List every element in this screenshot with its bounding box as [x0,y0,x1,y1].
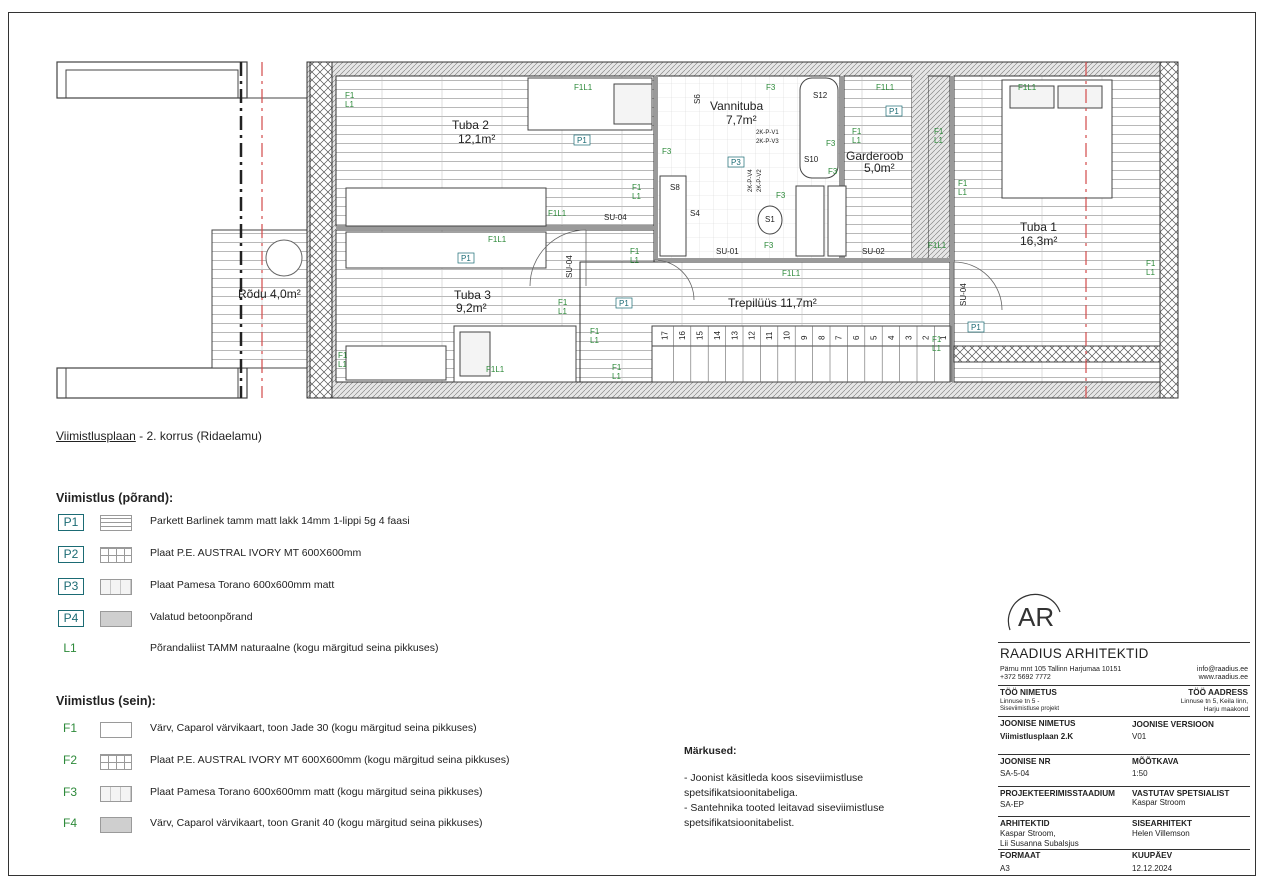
wall-tag: F3 [766,83,776,92]
floor-tag: P1 [889,107,899,116]
wall-tag: F1 [345,91,355,100]
stair-step-number: 2 [921,335,931,340]
door-tag: SU-04 [565,255,574,278]
legend-text: Värv, Caparol värvikaart, toon Granit 40 (kogu märgitud seina pikkuses) [150,817,483,829]
valve-tag: 2K-P-V4 [748,169,754,192]
drawing-name-label: JOONISE NIMETUS [1000,719,1076,728]
note-line: spetsifikatsioonitabelist. [684,817,795,829]
room-area: 5,0m² [864,161,895,175]
work-name-2: Siseviimistluse projekt [1000,706,1060,712]
door-tag: SU-04 [604,213,627,222]
fixture-tag: S4 [690,209,700,218]
date-label: KUUPÄEV [1132,851,1173,860]
legend-swatch [100,722,132,738]
legend-code: F2 [62,753,77,767]
drawing-title-main: Viimistlusplaan [56,429,136,443]
wall-tag: F3 [826,139,836,148]
wall-tag: F1L1 [574,83,593,92]
wall-tag: F3 [764,241,774,250]
legend-row [56,641,616,659]
room-area: 12,1m² [458,132,496,146]
work-address-label: TÖÖ AADRESS [1188,688,1248,697]
stair-step-number: 15 [695,331,705,340]
wall-tag: F1 [932,335,942,344]
fixture-tag: S1 [765,215,775,224]
notes [684,744,884,831]
valve-tag: 2K-P-V1 [756,130,779,136]
drawing-title [56,429,262,443]
floor-tag: P1 [577,136,587,145]
wall-tag: F1L1 [876,83,895,92]
room-name: Tuba 3 [454,288,491,302]
note-line: spetsifikatsioonitabeliga. [684,787,798,799]
stair-step-number: 8 [817,335,827,340]
wall-tag: L1 [1146,268,1155,277]
legend-text: Parkett Barlinek tamm matt lakk 14mm 1-lippi 5g 4 faasi [150,515,410,527]
stage: SA-EP [1000,800,1025,809]
note-line: - Santehnika tooted leitavad siseviimistluse [684,802,885,814]
work-address-1: Linnuse tn 5, Keila linn, [1180,698,1248,705]
firm-logo [1002,590,1064,638]
wall-tag: F1L1 [548,209,567,218]
firm-name: RAADIUS ARHITEKTID [1000,646,1149,661]
wall-tag: F3 [662,147,672,156]
floor-tag: P1 [619,299,629,308]
wall-tag: F1 [934,127,944,136]
valve-tag: 2K-P-V3 [756,139,779,145]
legend-code: L1 [63,641,77,655]
note-line: - Joonist käsitleda koos siseviimistluse [684,772,864,784]
interior-architect: Helen Villemson [1132,829,1190,838]
wall-tag: F3 [776,191,786,200]
work-name-1: Linnuse tn 5 - [1000,698,1040,705]
stage-label: PROJEKTEERIMISSTAADIUM [1000,789,1115,798]
wall-tag: F1L1 [1018,83,1037,92]
drawing-no-label: JOONISE NR [1000,757,1051,766]
legend-swatch [100,611,132,627]
drawing-version: V01 [1132,732,1147,741]
wall-tag: F1L1 [782,269,801,278]
scale: 1:50 [1132,769,1148,778]
wall-tag: F1 [1146,259,1156,268]
legend-row [56,546,616,564]
legend-code: P2 [58,546,84,563]
specialist-label: VASTUTAV SPETSIALIST [1132,789,1230,798]
wall-tag: F1L1 [486,365,505,374]
firm-phone: +372 5692 7772 [1000,674,1051,681]
scale-label: MÕÕTKAVA [1132,757,1179,766]
floor-tag: P3 [731,158,741,167]
title-block [998,590,1250,876]
legend-code: P4 [58,610,84,627]
legend-row [56,578,616,596]
door-tag: SU-02 [862,247,885,256]
architect-1: Kaspar Stroom, [1000,829,1056,838]
drawing-version-label: JOONISE VERSIOON [1132,720,1214,729]
stair-step-number: 16 [678,331,688,340]
stair-step-number: 17 [660,331,670,340]
notes-heading: Märkused: [684,745,737,757]
format: A3 [1000,864,1010,873]
wall-tag: F1 [338,351,348,360]
legend-row [56,785,616,803]
floor-tag: P1 [461,254,471,263]
wall-legend-heading: Viimistlus (sein): [56,694,156,708]
legend-swatch [100,547,132,563]
floor-legend-heading: Viimistlus (põrand): [56,491,174,505]
wall-tag: F1 [852,127,862,136]
legend-swatch [100,817,132,833]
wall-tag: L1 [632,192,641,201]
stair-step-number: 3 [904,335,914,340]
door-tag: SU-01 [716,247,739,256]
legend-row [56,816,616,834]
wall-tag: L1 [932,344,941,353]
door-tag: SU-04 [959,283,968,306]
legend-text: Plaat P.E. AUSTRAL IVORY MT 600X600mm [150,547,362,559]
room-name: Vannituba [710,99,764,113]
architect-2: Lii Susanna Subalsjus [1000,839,1079,848]
stair-step-number: 1 [939,335,949,340]
format-label: FORMAAT [1000,851,1041,860]
fixture-tag: S12 [813,91,828,100]
legend-row [56,610,616,628]
legend-swatch [100,786,132,802]
wall-tag: L1 [630,256,639,265]
stair-step-number: 9 [799,335,809,340]
legend-swatch [100,754,132,770]
stair-step-number: 10 [782,331,792,340]
legend-text: Värv, Caparol värvikaart, toon Jade 30 (kogu märgitud seina pikkuses) [150,722,477,734]
work-address-2: Harju maakond [1203,706,1248,713]
stair-step-number: 6 [852,335,862,340]
drawing-no: SA-5-04 [1000,769,1030,778]
fixture-tag: S8 [670,183,680,192]
legend-text: Valatud betoonpõrand [150,611,253,623]
architect-label: ARHITEKTID [1000,819,1050,828]
legend-code: F4 [62,816,77,830]
drawing-name: Viimistlusplaan 2.K [1000,732,1074,741]
wall-tag: L1 [852,136,861,145]
room-name: Garderoob [846,149,904,163]
legend-text: Plaat P.E. AUSTRAL IVORY MT 600X600mm (kogu märgitud seina pikkuses) [150,754,510,766]
stair-step-number: 4 [886,335,896,340]
legend-row [56,514,616,532]
firm-address: Pärnu mnt 105 Tallinn Harjumaa 10151 [1000,666,1122,673]
room-area: 9,2m² [456,301,487,315]
wall-tag: F1 [558,298,568,307]
legend-code: F1 [62,721,77,735]
stair-step-number: 7 [834,335,844,340]
stair-step-number: 12 [747,331,757,340]
room-name: Tuba 1 [1020,220,1057,234]
legend-code: F3 [62,785,77,799]
work-name-label: TÖÖ NIMETUS [1000,688,1057,697]
legend-row [56,721,616,739]
wall-tag: F3 [828,167,838,176]
wall-tag: F1 [612,363,622,372]
wall-tag: F1 [630,247,640,256]
interior-architect-label: SISEARHITEKT [1132,819,1193,828]
fixture-tag: S10 [804,155,819,164]
room-name: Rõdu 4,0m² [238,287,301,301]
legend-swatch [100,515,132,531]
firm-email: info@raadius.ee [1196,666,1248,673]
floor-tag: P1 [971,323,981,332]
drawing-title-rest: - 2. korrus (Ridaelamu) [135,429,262,443]
room-name: Tuba 2 [452,118,489,132]
legend-code: P3 [58,578,84,595]
room-area: 7,7m² [726,113,757,127]
wall-tag: F1 [632,183,642,192]
legend-text: Põrandaliist TAMM naturaalne (kogu märgitud seina pikkuses) [150,642,439,654]
legend-row [56,753,616,771]
wall-tag: F1L1 [928,241,947,250]
logo-text: AR [1018,602,1055,632]
wall-tag: F1 [590,327,600,336]
stair-step-number: 5 [869,335,879,340]
wall-tag: L1 [558,307,567,316]
legend-text: Plaat Pamesa Torano 600x600mm matt (kogu märgitud seina pikkuses) [150,786,483,798]
stair-step-number: 14 [712,331,722,340]
room-name: Trepilüüs 11,7m² [728,296,817,310]
fixture-tag: S6 [693,94,702,104]
wall-tag: L1 [338,360,347,369]
valve-tag: 2K-P-V2 [757,169,763,192]
wall-tag: L1 [958,188,967,197]
date: 12.12.2024 [1132,864,1173,873]
legend-text: Plaat Pamesa Torano 600x600mm matt [150,579,335,591]
floor-plan [0,0,1268,400]
room-area: 16,3m² [1020,234,1058,248]
legend-code: P1 [58,514,84,531]
wall-tag: F1 [958,179,968,188]
stair-step-number: 13 [730,331,740,340]
wall-tag: L1 [612,372,621,381]
specialist: Kaspar Stroom [1132,798,1186,807]
stair-step-number: 11 [765,331,775,340]
wall-tag: F1L1 [488,235,507,244]
wall-tag: L1 [934,136,943,145]
wall-tag: L1 [590,336,599,345]
legend-swatch [100,579,132,595]
firm-web: www.raadius.ee [1198,674,1248,681]
wall-tag: L1 [345,100,354,109]
